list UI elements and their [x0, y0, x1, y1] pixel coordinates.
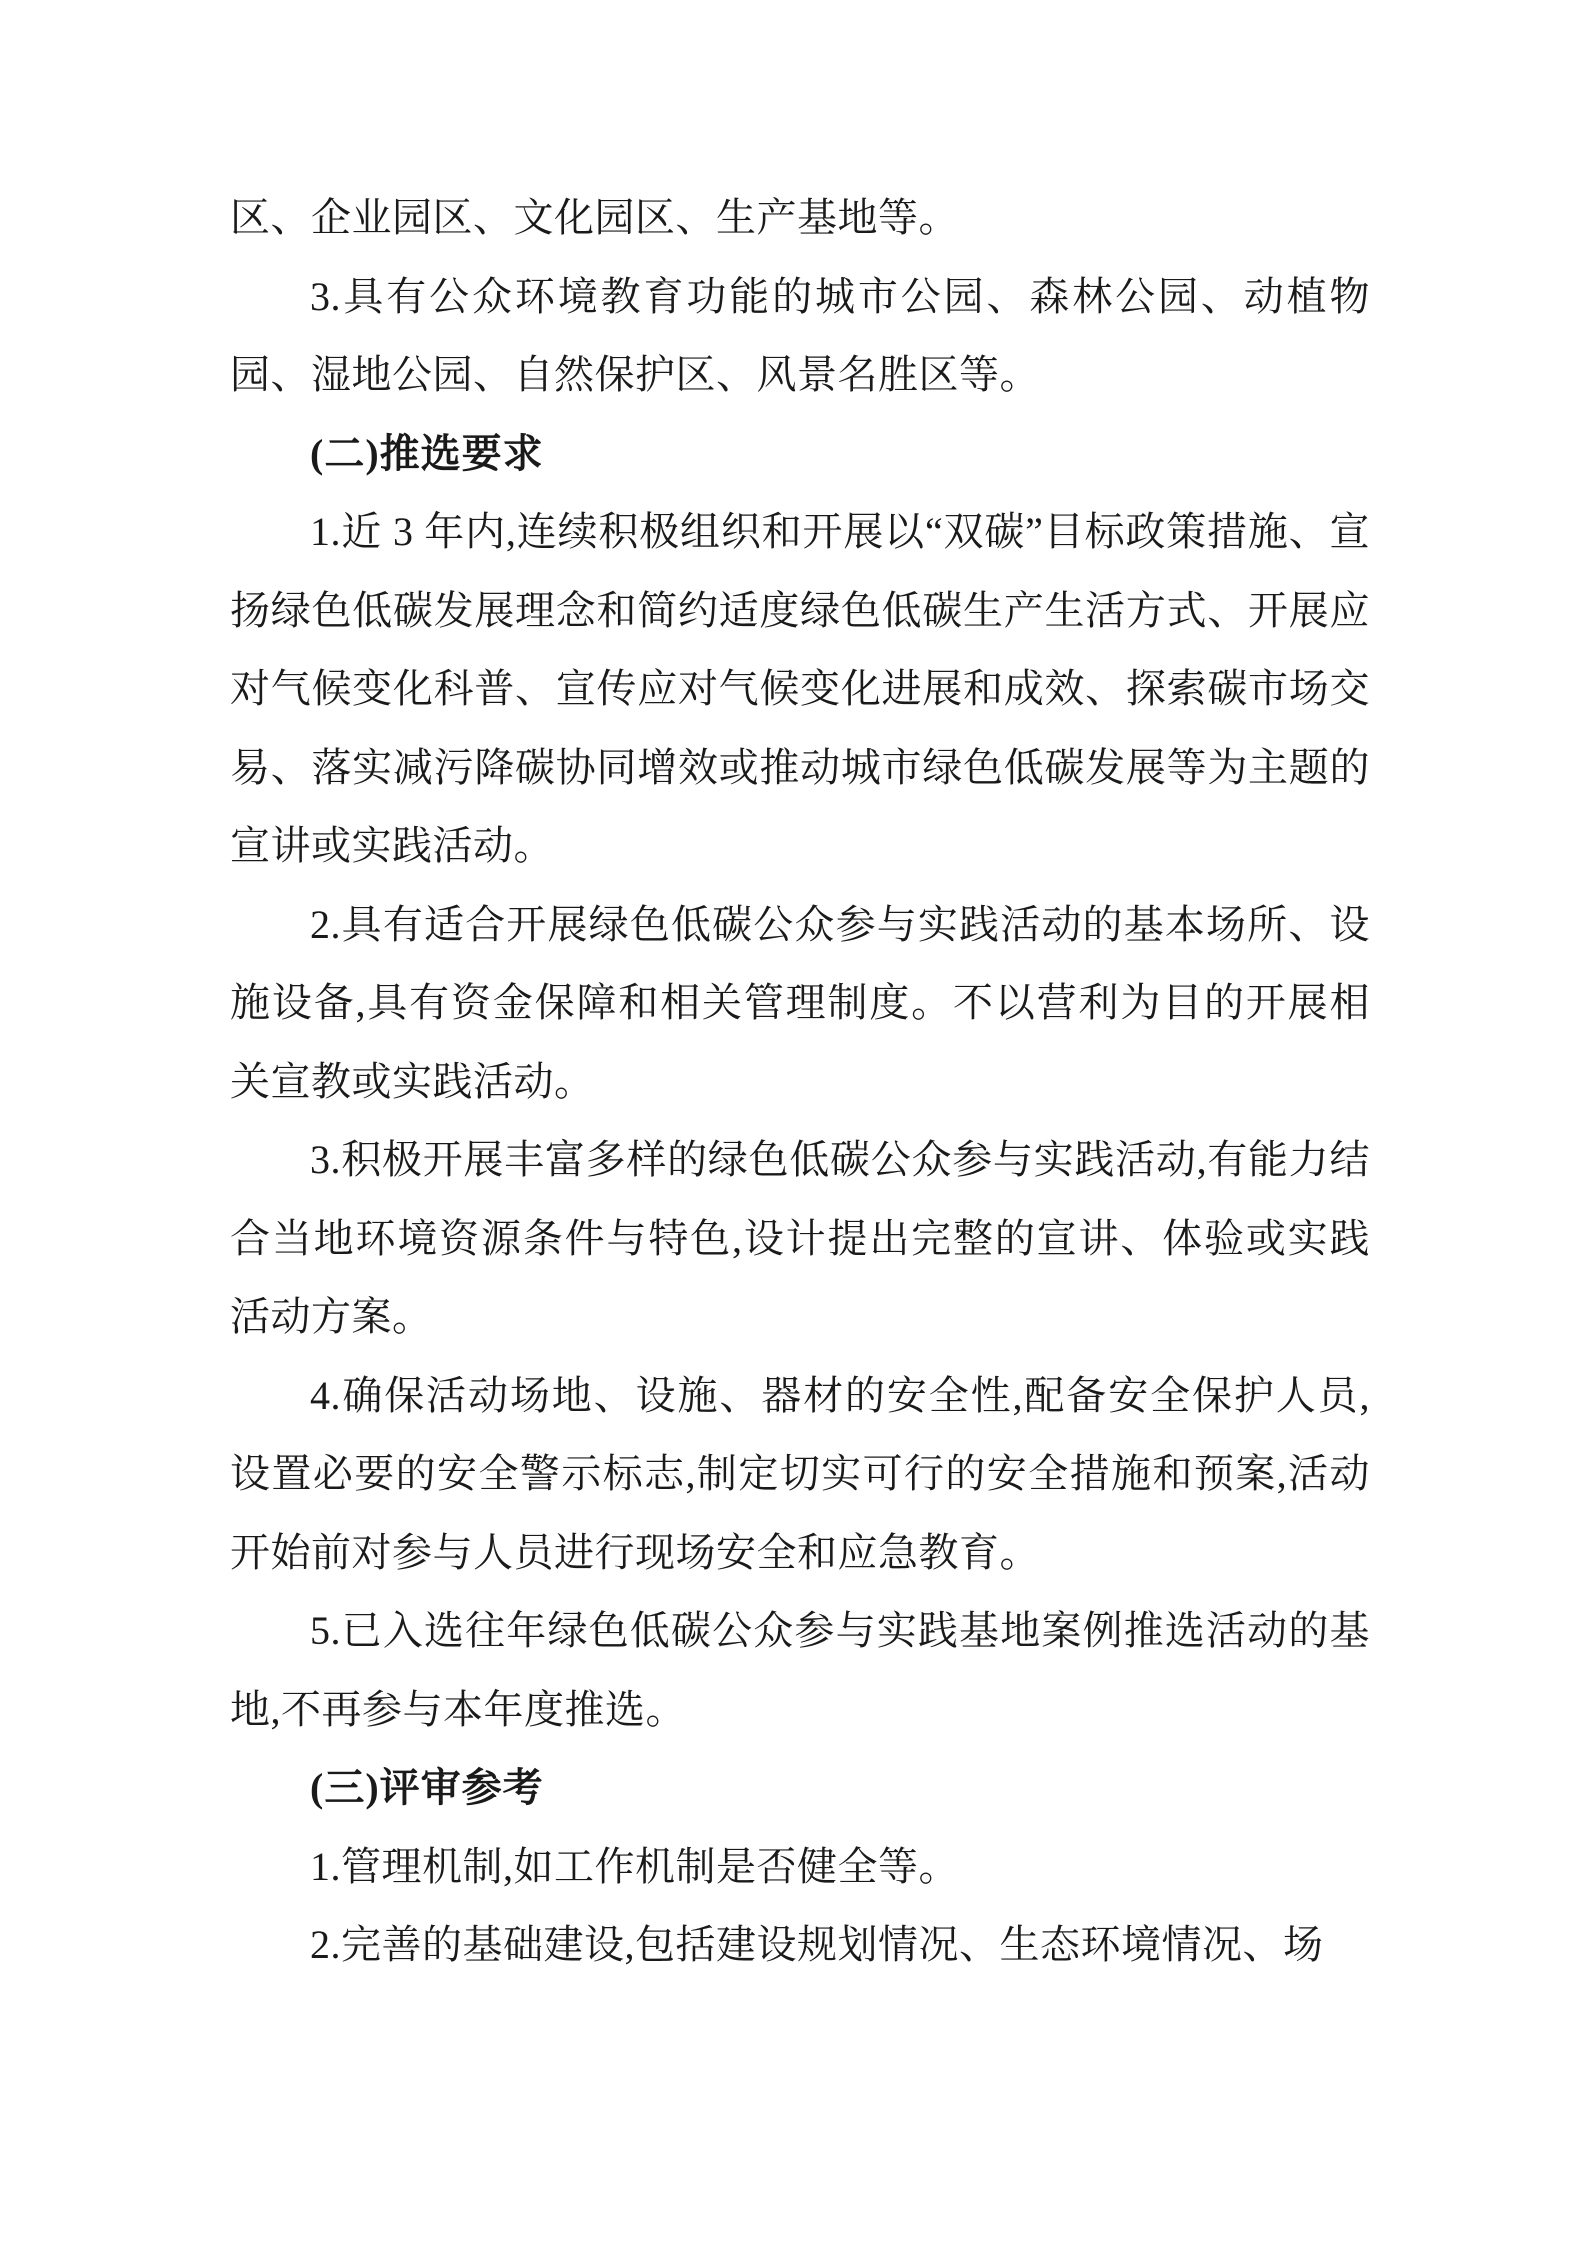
body-paragraph: 2.完善的基础建设,包括建设规划情况、生态环境情况、场	[310, 1922, 1324, 1967]
body-paragraph: 区、企业园区、文化园区、生产基地等。	[230, 195, 959, 240]
body-paragraph: 1.近 3 年内,连续积极组织和开展以“双碳”目标政策措施、宣扬绿色低碳发展理念和简约适度绿色低碳生产生活方式、开展应对气候变化科普、宣传应对气候变化进展和成效、探索碳市场交易、落实减污降碳协同增效或推动城市绿色低碳发展等为主题的宣讲或实践活动。	[230, 509, 1370, 868]
document-body	[230, 179, 1370, 1985]
section-heading: (三)评审参考	[310, 1765, 544, 1810]
section-heading: (二)推选要求	[310, 430, 544, 476]
body-paragraph: 5.已入选往年绿色低碳公众参与实践基地案例推选活动的基地,不再参与本年度推选。	[230, 1608, 1370, 1732]
body-paragraph: 1.管理机制,如工作机制是否健全等。	[310, 1843, 959, 1889]
body-paragraph: 3.具有公众环境教育功能的城市公园、森林公园、动植物园、湿地公园、自然保护区、风景名胜区等。	[230, 273, 1370, 397]
body-paragraph: 3.积极开展丰富多样的绿色低碳公众参与实践活动,有能力结合当地环境资源条件与特色,设计提出完整的宣讲、体验或实践活动方案。	[230, 1137, 1370, 1339]
body-paragraph: 2.具有适合开展绿色低碳公众参与实践活动的基本场所、设施设备,具有资金保障和相关管理制度。不以营利为目的开展相关宣教或实践活动。	[230, 901, 1370, 1104]
body-paragraph: 4.确保活动场地、设施、器材的安全性,配备安全保护人员,设置必要的安全警示标志,制定切实可行的安全措施和预案,活动开始前对参与人员进行现场安全和应急教育。	[230, 1372, 1370, 1575]
